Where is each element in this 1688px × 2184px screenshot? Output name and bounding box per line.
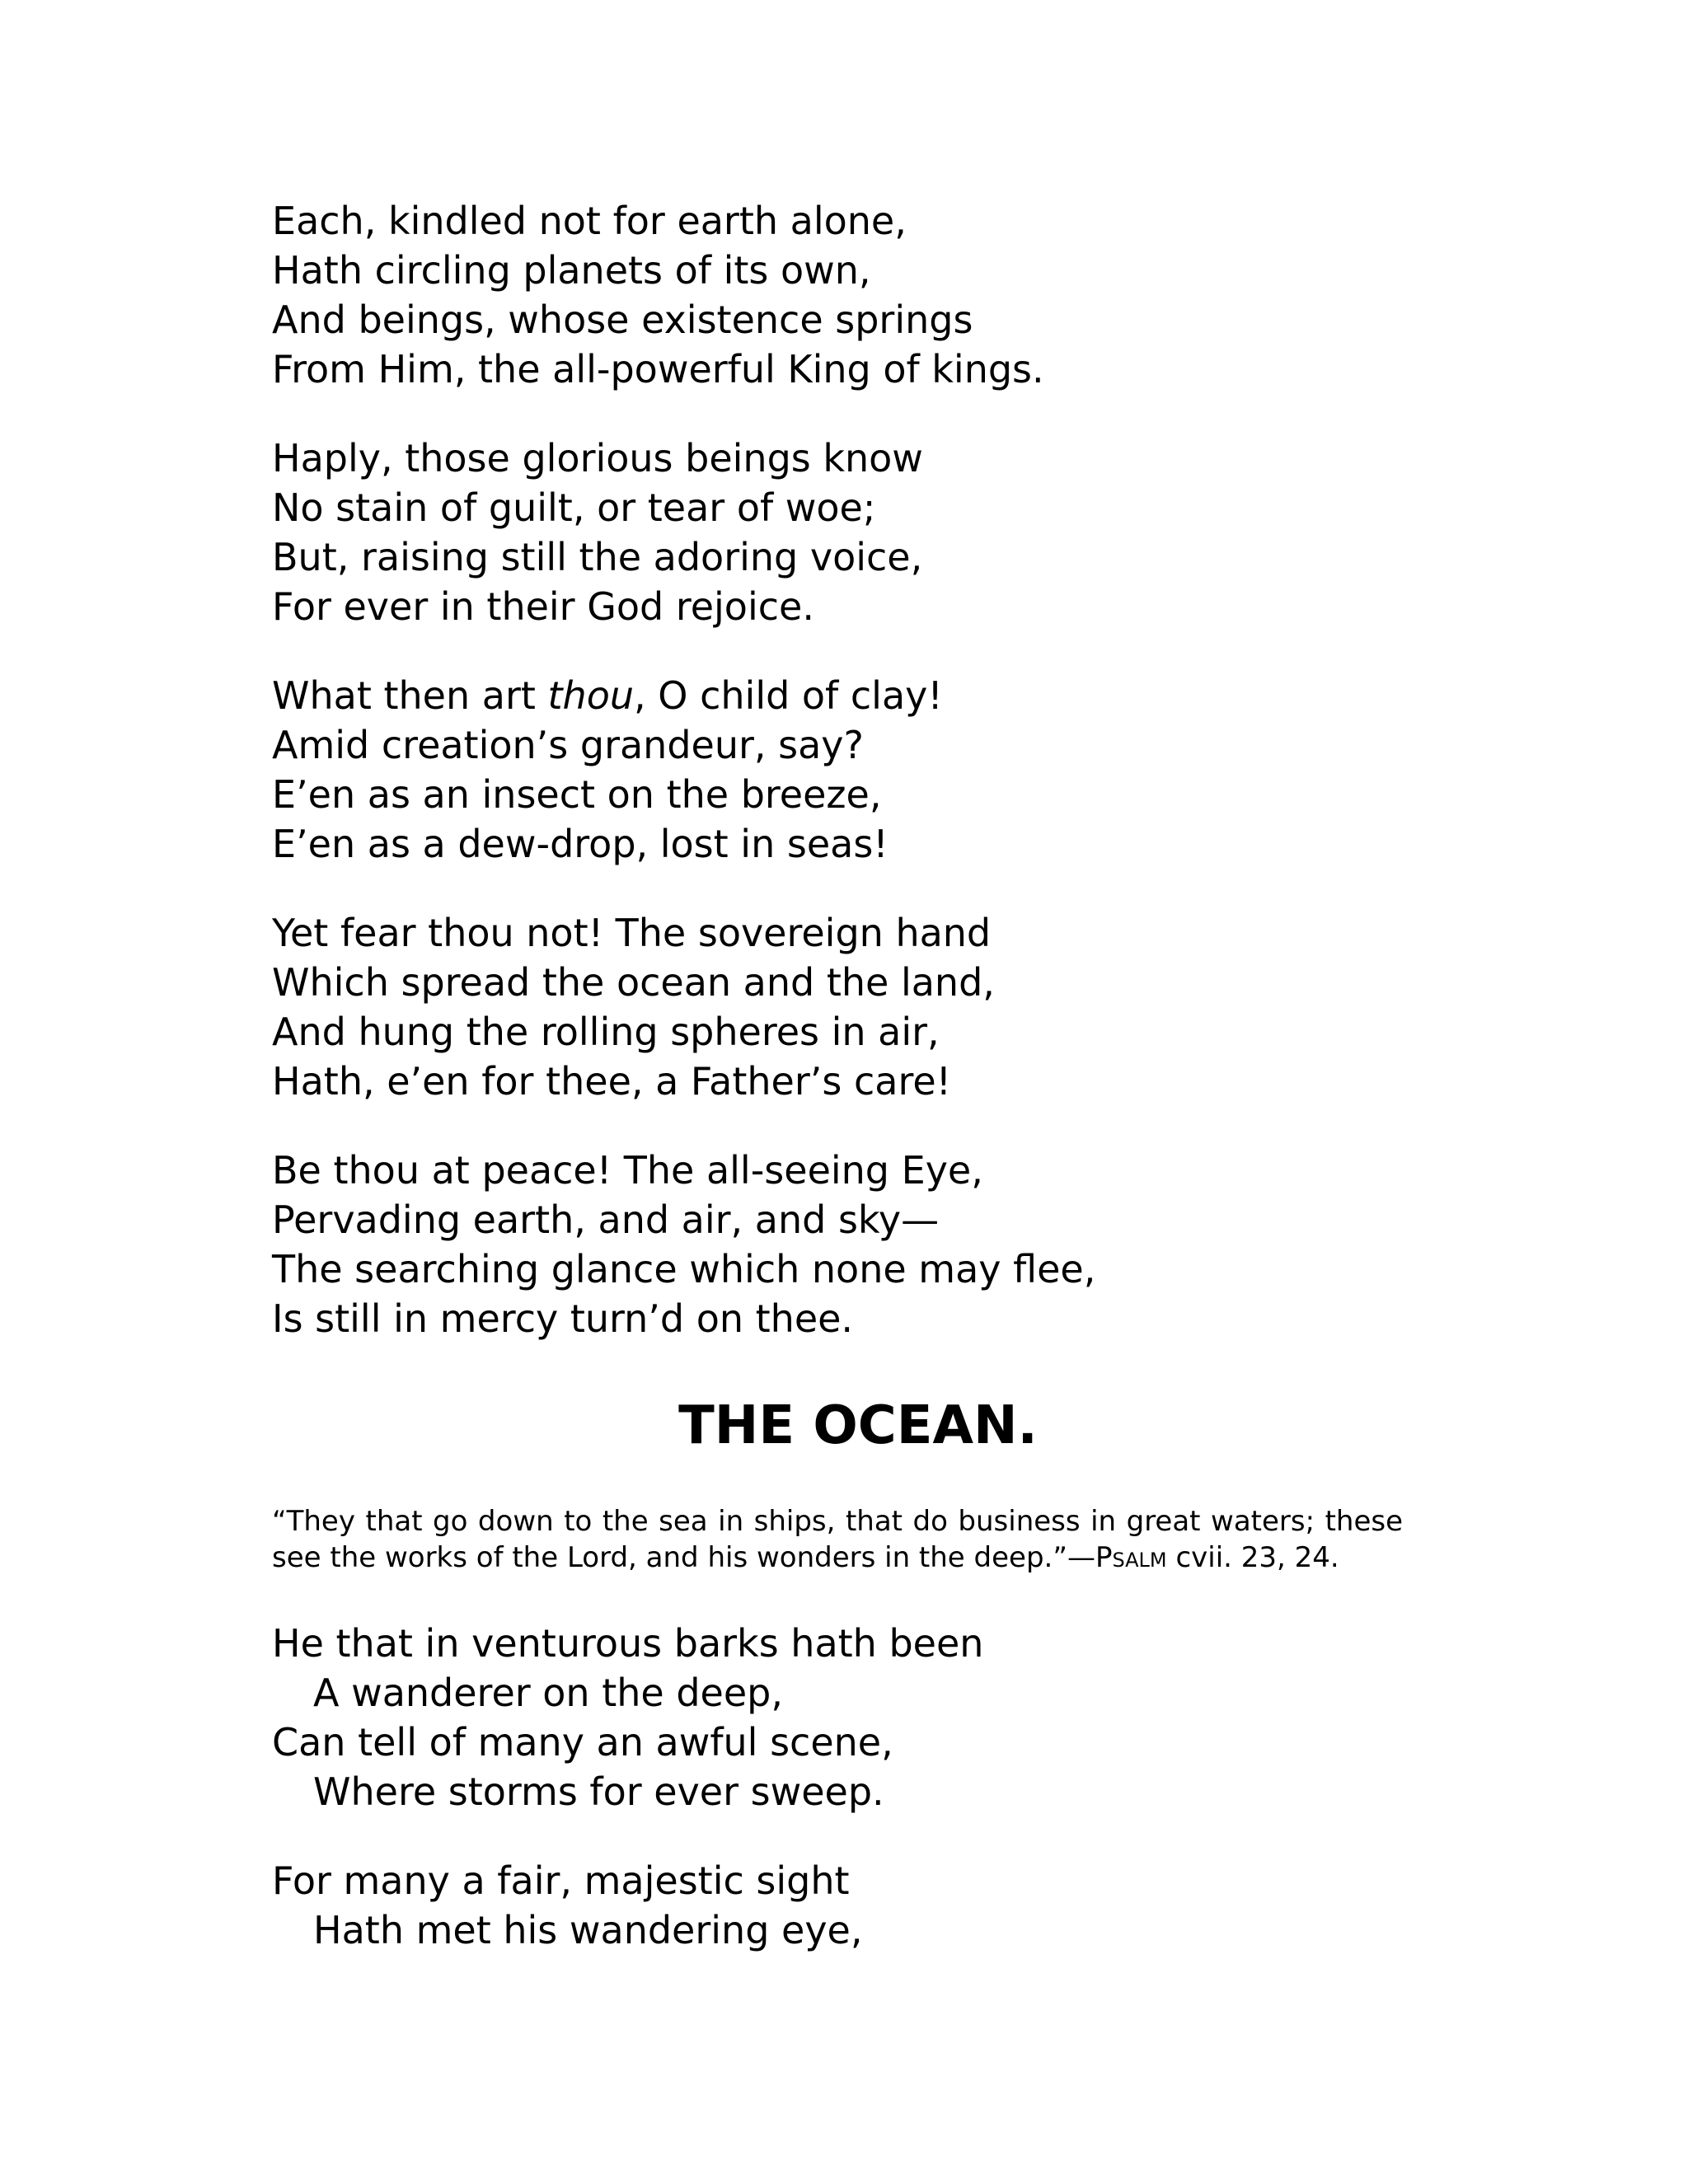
verse-line: E’en as an insect on the breeze,	[272, 772, 882, 817]
stanza-6	[272, 1619, 1426, 1816]
verse-line: The searching glance which none may flee,	[272, 1247, 1096, 1291]
verse-line: No stain of guilt, or tear of woe;	[272, 485, 876, 530]
stanza-1	[272, 196, 1426, 394]
verse-line	[272, 671, 1426, 720]
verse-line: Pervading earth, and air, and sky—	[272, 1197, 940, 1242]
verse-italic-word: thou	[547, 673, 635, 718]
page	[272, 196, 1426, 1994]
section-title: THE OCEAN.	[678, 1395, 1038, 1456]
stanza-4	[272, 908, 1426, 1106]
stanza-5	[272, 1146, 1426, 1343]
verse-line: Can tell of many an awful scene,	[272, 1720, 893, 1765]
verse-text: , O child of clay!	[634, 673, 943, 718]
verse-line: Is still in mercy turn’d on thee.	[272, 1296, 854, 1341]
verse-line: For ever in their God rejoice.	[272, 584, 814, 629]
epigraph-reference: cvii. 23, 24.	[1166, 1541, 1339, 1574]
epigraph-source: Psalm	[1095, 1541, 1167, 1574]
verse-line-indented: Hath met his wandering eye,	[313, 1908, 863, 1952]
epigraph	[272, 1503, 1403, 1576]
verse-line: And beings, whose existence springs	[272, 298, 973, 342]
verse-line: Be thou at peace! The all-seeing Eye,	[272, 1148, 983, 1193]
verse-line: Yet fear thou not! The sovereign hand	[272, 911, 992, 955]
stanza-3	[272, 671, 1426, 869]
verse-line: For many a fair, majestic sight	[272, 1858, 850, 1903]
verse-text: What then art	[272, 673, 548, 718]
verse-line: And hung the rolling spheres in air,	[272, 1010, 940, 1054]
verse-line: He that in venturous barks hath been	[272, 1621, 984, 1666]
verse-line: E’en as a dew-drop, lost in seas!	[272, 822, 889, 866]
epigraph-quote: “They that go down to the sea in ships, that do business in great waters; these see the works of the Lord, and his wonders in the deep.”—	[272, 1505, 1403, 1574]
stanza-7	[272, 1856, 1426, 1955]
verse-line: Which spread the ocean and the land,	[272, 960, 995, 1005]
stanza-2	[272, 434, 1426, 631]
verse-line: But, raising still the adoring voice,	[272, 535, 923, 579]
verse-line: Hath circling planets of its own,	[272, 248, 871, 293]
verse-line: Haply, those glorious beings know	[272, 436, 923, 480]
verse-line: Amid creation’s grandeur, say?	[272, 723, 864, 767]
verse-line: Each, kindled not for earth alone,	[272, 199, 907, 243]
verse-line-indented: A wanderer on the deep,	[313, 1671, 783, 1715]
verse-line-indented: Where storms for ever sweep.	[313, 1769, 884, 1814]
verse-line: From Him, the all-powerful King of kings.	[272, 347, 1044, 391]
verse-line: Hath, e’en for thee, a Father’s care!	[272, 1059, 952, 1104]
